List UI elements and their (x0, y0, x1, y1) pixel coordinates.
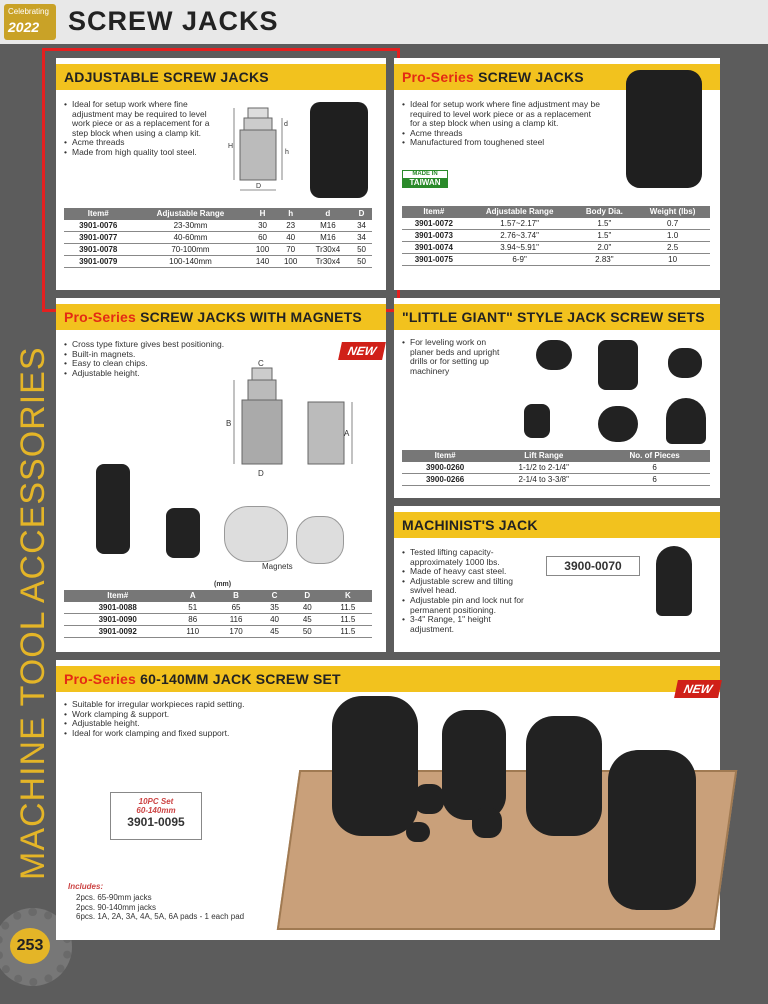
table-cell: 30 (248, 220, 276, 232)
pad-image (406, 822, 430, 842)
table-cell: 3901-0076 (64, 220, 132, 232)
proseries-panel (394, 58, 720, 290)
dim-C: C (258, 359, 264, 368)
table-cell: 170 (214, 626, 258, 638)
table-cell: 40 (277, 232, 305, 244)
highlight-frame (42, 48, 400, 312)
table-header: Lift Range (488, 450, 599, 462)
table-cell: 3.94~5.91" (466, 242, 574, 254)
pad-image (472, 808, 502, 838)
proseries-bullets (402, 100, 602, 148)
table-cell: 50 (351, 244, 372, 256)
side-label: MACHINE TOOL ACCESSORIES (14, 346, 52, 880)
table-cell: 100 (277, 256, 305, 268)
magnets-panel (56, 298, 386, 652)
table-row (402, 218, 710, 230)
table-row (402, 474, 710, 486)
magnet-jack-small-image (166, 508, 200, 558)
list-item: • Ideal for work clamping and fixed support. (64, 729, 324, 739)
new-badge: NEW (338, 342, 386, 360)
table-cell: 3901-0092 (64, 626, 171, 638)
jack-part-image-5 (598, 406, 638, 442)
table-cell: 2-1/4 to 3-3/8" (488, 474, 599, 486)
table-cell: 40 (291, 602, 324, 614)
table-row (64, 602, 372, 614)
magnets-title (56, 304, 386, 330)
jack-part-image-3 (668, 348, 702, 378)
table-cell: 2.83" (574, 254, 636, 266)
dim-D: D (258, 469, 264, 478)
table-row (402, 242, 710, 254)
table-header: Item# (402, 450, 488, 462)
list-item: • Tested lifting capacity- approximately 1000 lbs. (402, 548, 534, 567)
table-header: h (277, 208, 305, 220)
list-item: • Work clamping & support. (64, 710, 324, 720)
machinist-bullets (402, 548, 534, 634)
table-row (402, 254, 710, 266)
table-cell: 1.5" (574, 218, 636, 230)
table-cell: 51 (171, 602, 214, 614)
table-cell: 11.5 (324, 626, 372, 638)
set-box-code: 3901-0095 (127, 815, 185, 829)
table-row (402, 230, 710, 242)
table-header: d (305, 208, 351, 220)
dim-D: D (256, 183, 262, 190)
list-item: 2pcs. 65-90mm jacks (76, 893, 152, 902)
title-part: 60-140MM JACK SCREW SET (140, 671, 341, 687)
page-title: SCREW JACKS (68, 6, 279, 36)
magnet-head-image-2 (296, 516, 344, 564)
littlegiant-table (402, 450, 710, 486)
jack-part-image-2 (598, 340, 638, 390)
table-cell: 70 (277, 244, 305, 256)
title-part: SCREW JACKS (478, 69, 584, 85)
table-header: Adjustable Range (132, 208, 248, 220)
list-item: • Manufactured from toughened steel (402, 138, 602, 148)
adjustable-title: ADJUSTABLE SCREW JACKS (56, 64, 386, 90)
table-cell: 3901-0075 (402, 254, 466, 266)
table-cell: 35 (258, 602, 291, 614)
table-cell: 110 (171, 626, 214, 638)
table-cell: 11.5 (324, 602, 372, 614)
littlegiant-panel (394, 298, 720, 498)
table-cell: 1.0 (635, 230, 710, 242)
set-bullets (64, 700, 324, 738)
table-cell: 3901-0090 (64, 614, 171, 626)
table-row (64, 614, 372, 626)
littlegiant-bullets (402, 338, 506, 376)
jack-part-image (536, 340, 572, 370)
title-part: SCREW JACKS WITH MAGNETS (140, 309, 362, 325)
list-item: • For leveling work on planer beds and upright drills or for setting up machinery (402, 338, 506, 376)
list-item: • Cross type fixture gives best positioning. (64, 340, 234, 350)
table-cell: 23-30mm (132, 220, 248, 232)
table-cell: 1.57~2.17" (466, 218, 574, 230)
pad-image (414, 784, 444, 814)
table-header: Item# (64, 590, 171, 602)
table-cell: 50 (351, 256, 372, 268)
made-in-taiwan-badge (402, 170, 448, 188)
table-cell: 60 (248, 232, 276, 244)
list-item: 6pcs. 1A, 2A, 3A, 4A, 5A, 6A pads - 1 each pad (76, 912, 245, 921)
dim-h: h (285, 149, 289, 156)
list-item: • Adjustable height. (64, 719, 324, 729)
table-header: Item# (64, 208, 132, 220)
table-cell: 65 (214, 602, 258, 614)
table-cell: 3901-0078 (64, 244, 132, 256)
table-row (402, 462, 710, 474)
set-box-l1: 10PC Set (138, 797, 174, 806)
list-item: • Adjustable screw and tilting swivel head. (402, 577, 534, 596)
list-item: • Ideal for setup work where fine adjustment may be required to level work piece or as a replacement for a step block when using a clamp kit. (64, 100, 219, 138)
table-header: Body Dia. (574, 206, 636, 218)
table-cell: 2.0" (574, 242, 636, 254)
table-cell: 3900-0266 (402, 474, 488, 486)
table-cell: 100 (248, 244, 276, 256)
table-cell: 3901-0074 (402, 242, 466, 254)
dim-A: A (344, 429, 350, 438)
table-cell: 3901-0073 (402, 230, 466, 242)
new-badge: NEW (674, 680, 722, 698)
table-cell: 1.5" (574, 230, 636, 242)
list-item: • Adjustable height. (64, 369, 234, 379)
table-cell: 70-100mm (132, 244, 248, 256)
table-cell: 86 (171, 614, 214, 626)
includes-list (76, 893, 244, 922)
table-header: Item# (402, 206, 466, 218)
table-cell: M16 (305, 232, 351, 244)
title-part: Pro-Series (64, 309, 137, 325)
magnet-jack-image (96, 464, 130, 554)
jack-image-1 (332, 696, 418, 836)
table-cell: 45 (291, 614, 324, 626)
set-panel (56, 660, 720, 940)
logo-line1: Celebrating (8, 7, 49, 16)
table-cell: 40-60mm (132, 232, 248, 244)
table-cell: 3901-0079 (64, 256, 132, 268)
table-cell: 23 (277, 220, 305, 232)
title-part: Pro-Series (64, 671, 137, 687)
table-cell: 40 (258, 614, 291, 626)
magnets-table (64, 590, 372, 638)
title-part: MADE IN (412, 171, 438, 177)
table-header: B (214, 590, 258, 602)
table-cell: Tr30x4 (305, 256, 351, 268)
title-part: TAIWAN (403, 178, 447, 188)
list-item: • Made from high quality tool steel. (64, 148, 219, 158)
littlegiant-title: "LITTLE GIANT" STYLE JACK SCREW SETS (394, 304, 720, 330)
set-box-l2: 60-140mm (136, 806, 176, 815)
table-cell: 100-140mm (132, 256, 248, 268)
jack-image-3 (526, 716, 602, 836)
table-cell: 3901-0077 (64, 232, 132, 244)
table-header: No. of Pieces (599, 450, 710, 462)
pro-screw-jack-image (626, 70, 702, 188)
list-item: • Easy to clean chips. (64, 359, 234, 369)
proseries-table (402, 206, 710, 266)
table-cell: 0.7 (635, 218, 710, 230)
set-title (56, 666, 720, 692)
table-cell: 45 (258, 626, 291, 638)
title-part: Pro-Series (402, 69, 475, 85)
table-cell: Tr30x4 (305, 244, 351, 256)
dim-d: d (284, 121, 288, 128)
page-number: 253 (10, 928, 50, 964)
set-code-box (110, 792, 202, 840)
machinist-panel (394, 506, 720, 652)
table-cell: 50 (291, 626, 324, 638)
machinist-title: MACHINIST'S JACK (394, 512, 720, 538)
list-item: • 3-4" Range, 1" height adjustment. (402, 615, 534, 634)
table-header: Adjustable Range (466, 206, 574, 218)
machinist-jack-image (656, 546, 692, 616)
unit-label: (mm) (214, 581, 232, 588)
includes-label: Includes: (68, 882, 104, 891)
table-header: D (351, 208, 372, 220)
list-item: • Suitable for irregular workpieces rapid setting. (64, 700, 324, 710)
dim-B: B (226, 419, 232, 428)
table-cell: 2.76~3.74" (466, 230, 574, 242)
table-cell: 1-1/2 to 2-1/4" (488, 462, 599, 474)
jack-image-2 (442, 710, 506, 820)
machinist-code: 3900-0070 (546, 556, 640, 576)
list-item: • Acme threads (402, 129, 602, 139)
table-header: K (324, 590, 372, 602)
jack-part-image-6 (666, 398, 706, 444)
table-header: A (171, 590, 214, 602)
list-item: • Made of heavy cast steel. (402, 567, 534, 577)
magnet-head-image (224, 506, 288, 562)
table-cell: 6 (599, 462, 710, 474)
celebrating-logo (4, 4, 56, 40)
table-cell: 3901-0088 (64, 602, 171, 614)
table-row (64, 626, 372, 638)
magnets-label: Magnets (262, 562, 293, 571)
jack-part-image-4 (524, 404, 550, 438)
table-header: Weight (lbs) (635, 206, 710, 218)
table-cell: 11.5 (324, 614, 372, 626)
table-header: C (258, 590, 291, 602)
table-cell: 3901-0072 (402, 218, 466, 230)
table-cell: 10 (635, 254, 710, 266)
logo-line2: 2022 (8, 19, 40, 35)
table-cell: 116 (214, 614, 258, 626)
magnets-bullets (64, 340, 234, 378)
dim-H: H (228, 143, 234, 150)
list-item: • Adjustable pin and lock nut for permanent positioning. (402, 596, 534, 615)
list-item: • Built-in magnets. (64, 350, 234, 360)
table-header: D (291, 590, 324, 602)
list-item: 2pcs. 90-140mm jacks (76, 902, 157, 912)
list-item: • Ideal for setup work where fine adjustment may be required to level work piece or as a replacement for a step block when using a clamp kit. (402, 100, 602, 129)
table-cell: 34 (351, 220, 372, 232)
magnets-diagram (222, 358, 362, 478)
table-cell: 140 (248, 256, 276, 268)
table-cell: 2.5 (635, 242, 710, 254)
table-cell: 6 (599, 474, 710, 486)
table-header: H (248, 208, 276, 220)
table-cell: M16 (305, 220, 351, 232)
list-item: • Acme threads (64, 138, 219, 148)
jack-image-4 (608, 750, 696, 910)
table-cell: 6-9" (466, 254, 574, 266)
table-cell: 34 (351, 232, 372, 244)
table-cell: 3900-0260 (402, 462, 488, 474)
